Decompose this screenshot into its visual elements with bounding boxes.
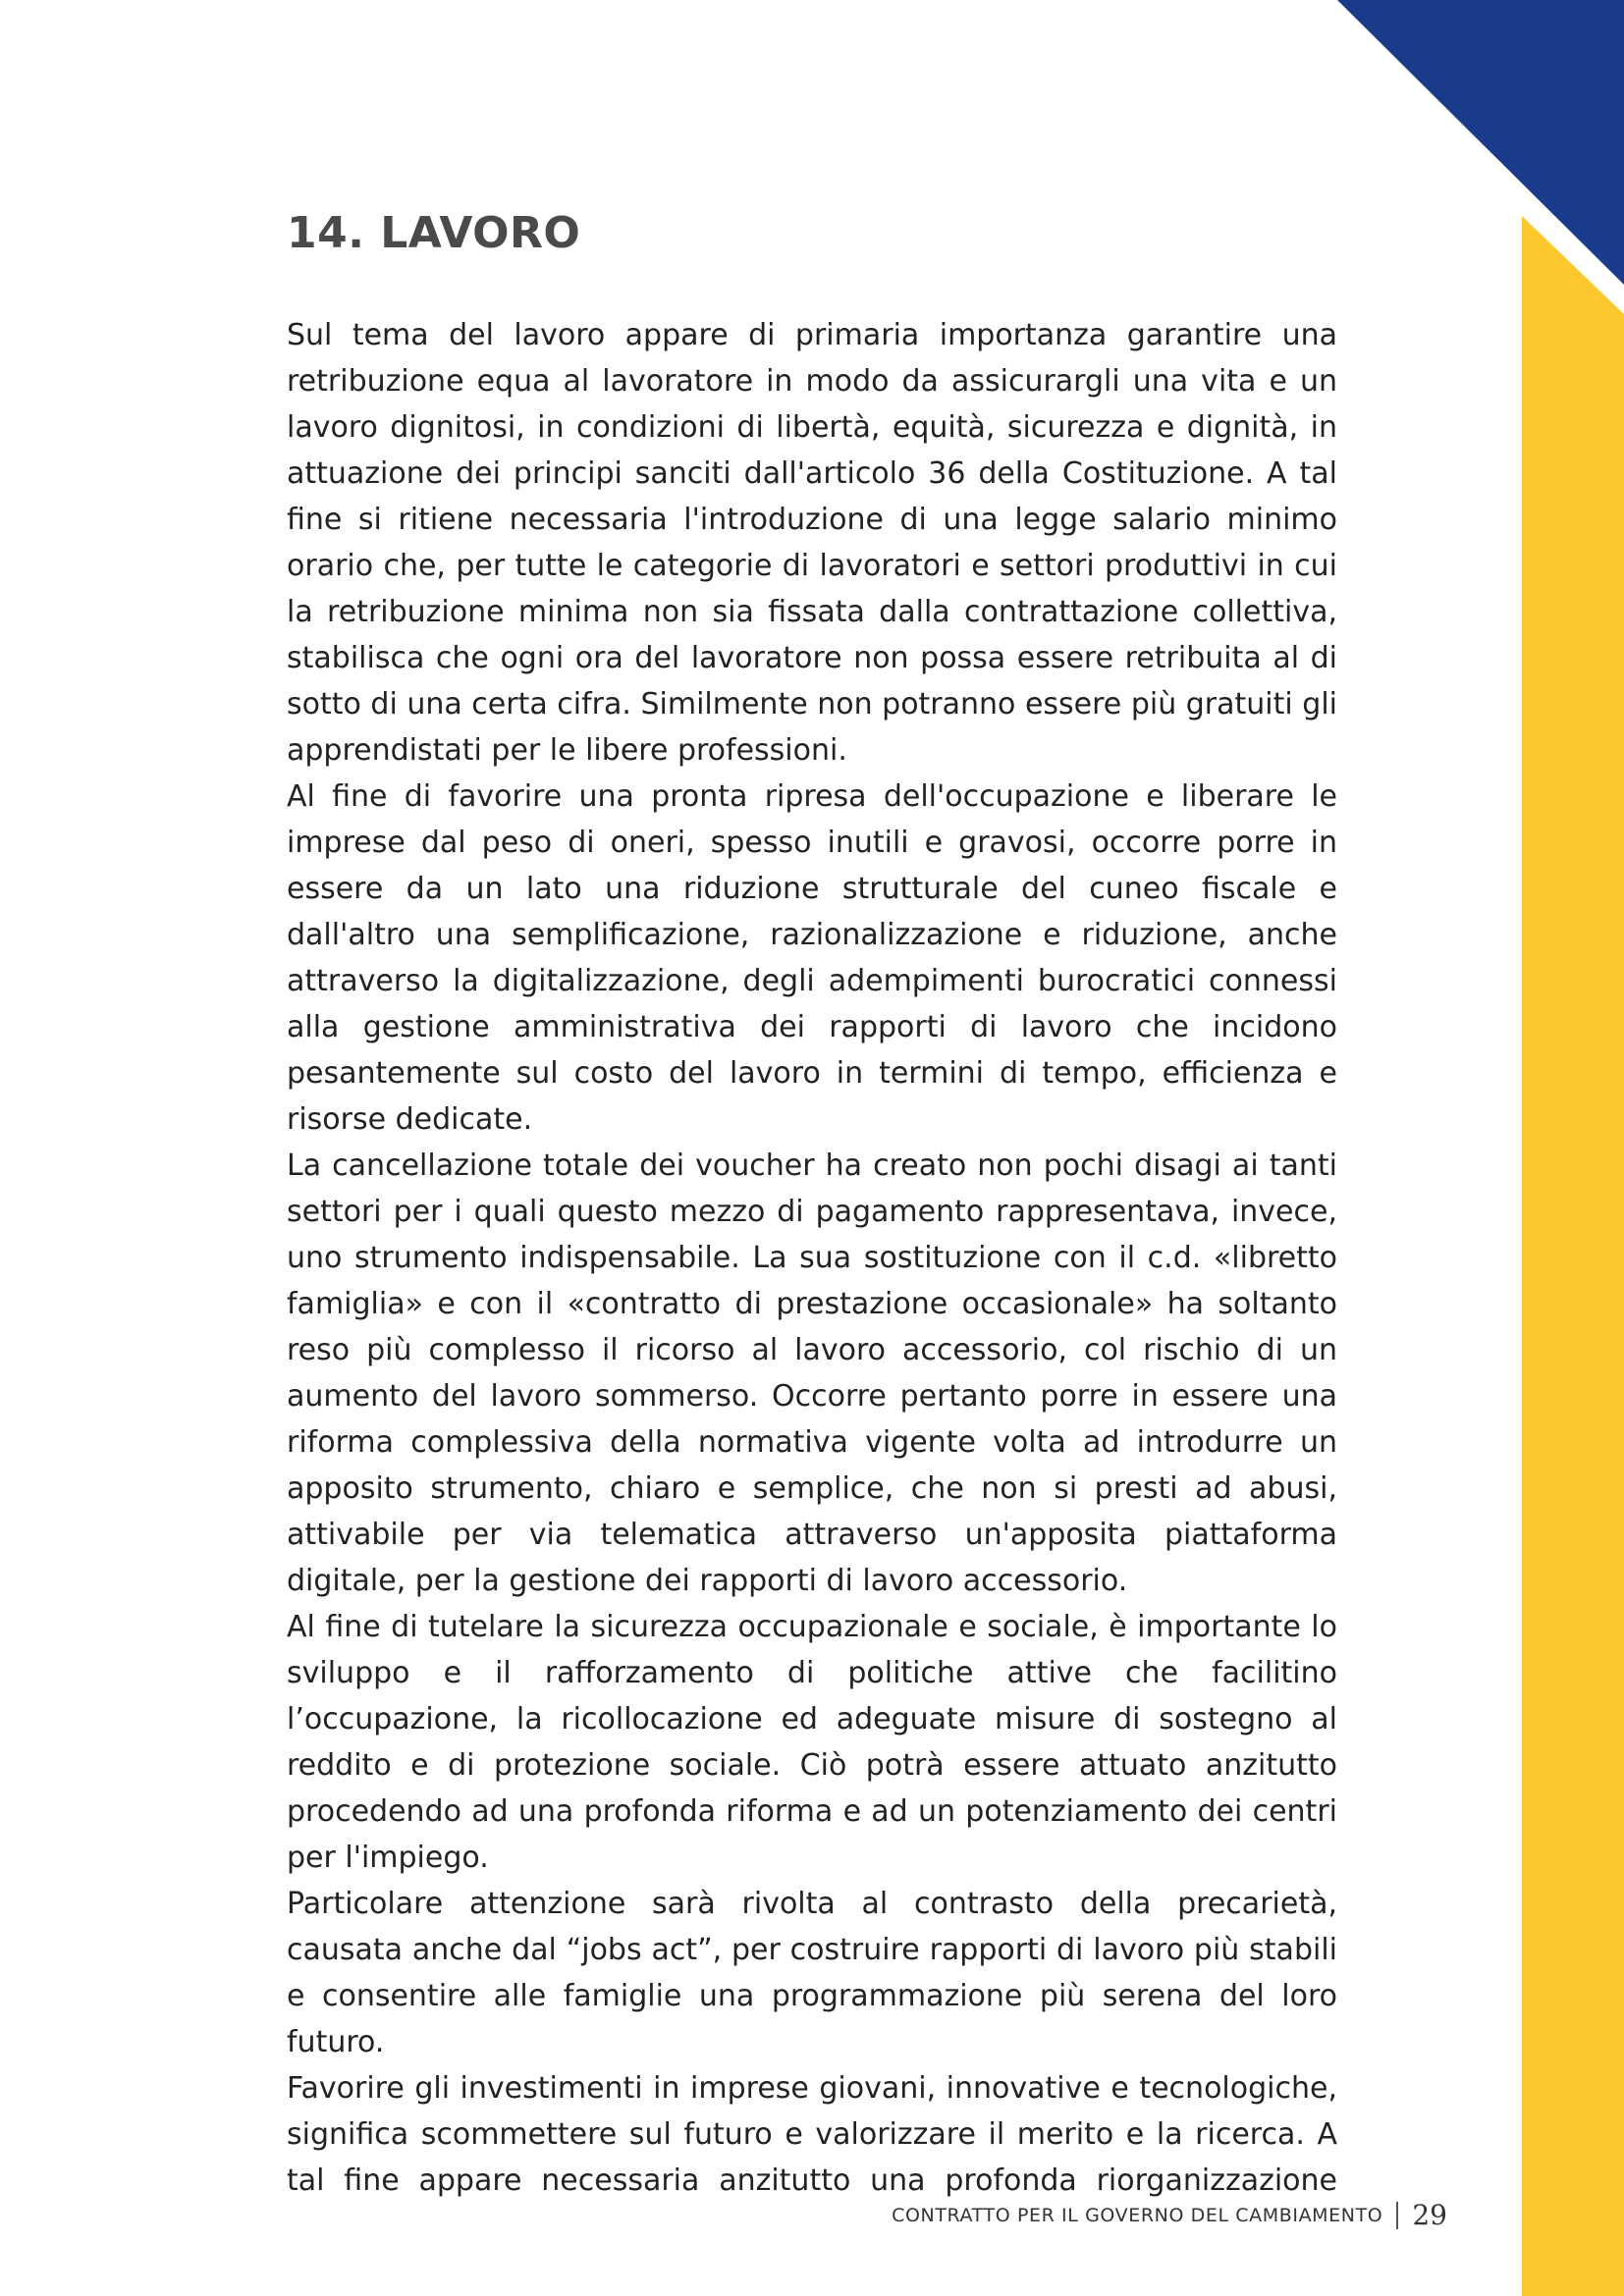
paragraph: Particolare attenzione sarà rivolta al contrasto della precarietà, causata anche dal “jobs act”, per costruire rapporti di lavoro più stabili e consentire alle famiglie una programmazione più serena del loro futuro. [287,1887,1337,2059]
section-title: 14. LAVORO [287,208,581,258]
paragraph: Al fine di favorire una pronta ripresa dell'occupazione e liberare le imprese dal peso di oneri, spesso inutili e gravosi, occorre porre in essere da un lato una riduzione strutturale del cuneo fiscale e dall'altro una semplificazione, razionalizzazione e riduzione, anche attraverso la digitalizzazione, degli adempimenti burocratici connessi alla gestione amministrativa dei rapporti di lavoro che incidono pesantemente sul costo del lavoro in termini di tempo, efficienza e risorse dedicate. [287,779,1337,1137]
paragraph: Sul tema del lavoro appare di primaria importanza garantire una retribuzione equa al lavoratore in modo da assicurargli una vita e un lavoro dignitosi, in condizioni di libertà, equità, sicurezza e dignità, in attuazione dei principi sanciti dall'articolo 36 della Costituzione. A tal fine si ritiene necessaria l'introduzione di una legge salario minimo orario che, per tutte le categorie di lavoratori e settori produttivi in cui la retribuzione minima non sia fissata dalla contrattazione collettiva, stabilisca che ogni ora del lavoratore non possa essere retribuita al di sotto di una certa cifra. Similmente non potranno essere più gratuiti gli apprendistati per le libere professioni. [287,318,1337,768]
yellow-side-band [1522,216,1624,2296]
footer-document-title: CONTRATTO PER IL GOVERNO DEL CAMBIAMENTO [892,2204,1383,2226]
body-text [287,312,1337,2204]
footer-divider [1396,2202,1398,2229]
paragraph: La cancellazione totale dei voucher ha creato non pochi disagi ai tanti settori per i quali questo mezzo di pagamento rappresentava, invece, uno strumento indispensabile. La sua sostituzione con il c.d. «libretto famiglia» e con il «contratto di prestazione occasionale» ha soltanto reso più complesso il ricorso al lavoro accessorio, col rischio di un aumento del lavoro sommerso. Occorre pertanto porre in essere una riforma complessiva della normativa vigente volta ad introdurre un apposito strumento, chiaro e semplice, che non si presti ad abusi, attivabile per via telematica attraverso un'apposita piattaforma digitale, per la gestione dei rapporti di lavoro accessorio. [287,1148,1337,1598]
paragraph: Favorire gli investimenti in imprese giovani, innovative e tecnologiche, significa scommettere sul futuro e valorizzare il merito e la ricerca. A tal fine appare necessaria anzitutto una profonda riorganizzazione [287,2071,1337,2198]
page-number: 29 [1412,2199,1447,2231]
page-footer [892,2199,1447,2231]
paragraph: Al fine di tutelare la sicurezza occupazionale e sociale, è importante lo sviluppo e il rafforzamento di politiche attive che facilitino l’occupazione, la ricollocazione ed adeguate misure di sostegno al reddito e di protezione sociale. Ciò potrà essere attuato anzitutto procedendo ad una profonda riforma e ad un potenziamento dei centri per l'impiego. [287,1610,1337,1875]
navy-corner-triangle [1337,0,1624,285]
